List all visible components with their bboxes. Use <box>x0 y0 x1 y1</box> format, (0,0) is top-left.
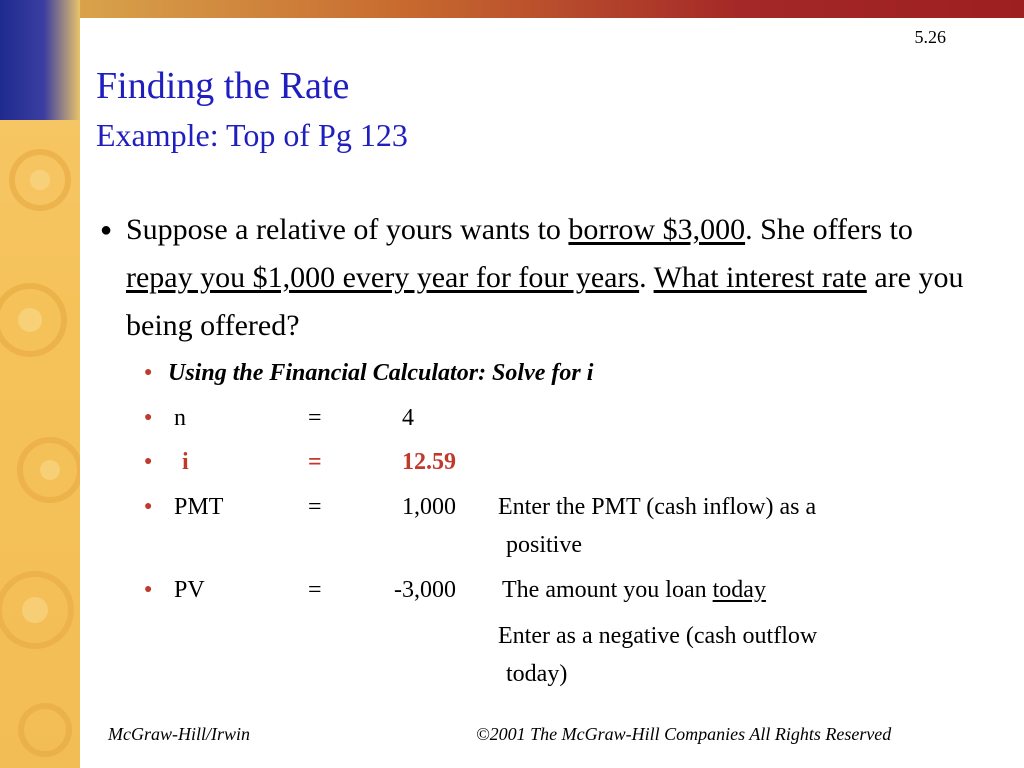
calculator-heading: Using the Financial Calculator: Solve for i <box>168 360 594 386</box>
slide-title: Finding the Rate <box>96 65 350 107</box>
i-equals: = <box>308 449 322 475</box>
pmt-note-line1: Enter the PMT (cash inflow) as a <box>498 494 817 520</box>
pv-extra-line1: Enter as a negative (cash outflow <box>498 623 818 649</box>
pv-extra-line2: today) <box>506 661 568 687</box>
sub-bullet-dot-icon: ● <box>144 365 153 380</box>
sub-bullet-dot-icon: ● <box>144 582 153 597</box>
sub-bullet-dot-icon: ● <box>144 454 153 469</box>
pmt-note-line2: positive <box>506 532 582 558</box>
pmt-label: PMT <box>174 494 224 520</box>
interest-rate-phrase: What interest rate <box>653 261 867 294</box>
footer-copyright: ©2001 The McGraw-Hill Companies All Rights Reserved <box>476 724 892 744</box>
slide-subtitle: Example: Top of Pg 123 <box>96 117 408 153</box>
left-strip-blue-block <box>0 0 80 120</box>
main-bullet-text <box>126 206 980 350</box>
gear-pattern-art <box>0 110 80 768</box>
bullet-text-part4: are you being offered? <box>126 261 964 342</box>
pv-equals: = <box>308 577 322 603</box>
i-value: 12.59 <box>402 449 456 475</box>
slide-number: 5.26 <box>914 27 946 47</box>
left-decorative-strip <box>0 0 80 768</box>
borrow-phrase: borrow $3,000 <box>568 213 746 246</box>
top-gradient-bar <box>80 0 1024 18</box>
bullet-text-part2: . She offers to <box>745 213 913 246</box>
footer-publisher: McGraw-Hill/Irwin <box>108 724 250 744</box>
pv-note-prefix: The amount you loan <box>502 577 713 603</box>
bullet-text-part1: Suppose a relative of yours wants to <box>126 213 569 246</box>
i-label: i <box>182 449 189 475</box>
pv-note <box>502 571 766 609</box>
n-value: 4 <box>402 405 414 431</box>
bullet-dot-icon: ● <box>100 219 113 241</box>
sub-bullet-dot-icon: ● <box>144 499 153 514</box>
repay-phrase: repay you $1,000 every year for four years <box>126 261 640 294</box>
main-bullet <box>100 206 980 350</box>
pv-note-today: today <box>712 577 766 603</box>
bullet-text-part3: . <box>639 261 654 294</box>
pmt-value: 1,000 <box>402 494 456 520</box>
n-equals: = <box>308 405 322 431</box>
sub-bullet-dot-icon: ● <box>144 410 153 425</box>
pmt-equals: = <box>308 494 322 520</box>
pv-value: -3,000 <box>394 577 456 603</box>
pv-label: PV <box>174 577 205 603</box>
n-label: n <box>174 405 186 431</box>
